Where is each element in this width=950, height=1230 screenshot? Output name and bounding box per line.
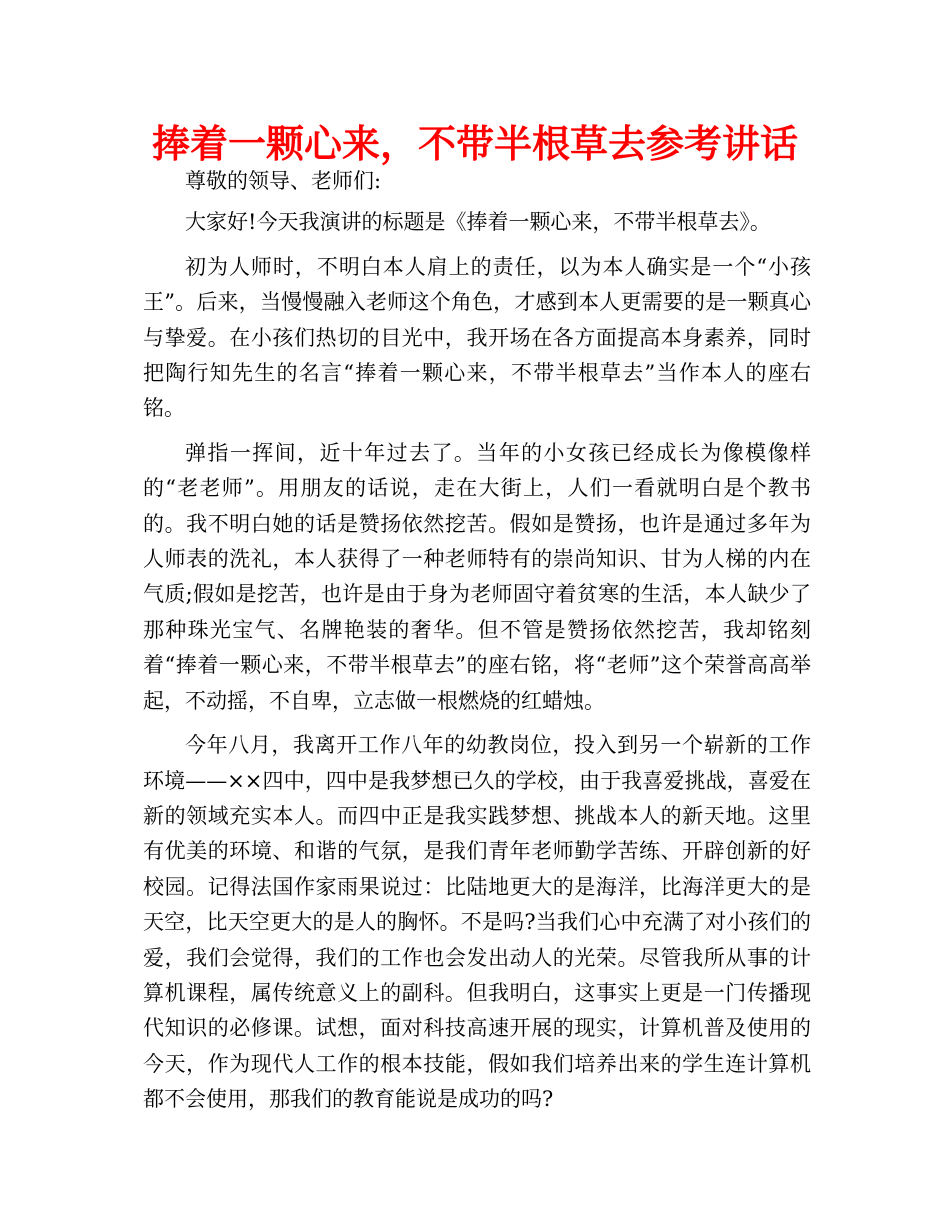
paragraph-1: 初为人师时，不明白本人肩上的责任，以为本人确实是一个“小孩王”。后来，当慢慢融入老师这个角色，才感到本人更需要的是一颗真心与挚爱。在小孩们热切的目光中，我开场在各方面提高本身素养，同时把陶行知先生的名言“捧着一颗心来，不带半根草去”当作本人的座右铭。	[143, 254, 811, 421]
salutation: 尊敬的领导、老师们:	[185, 169, 382, 193]
paragraph-3: 今年八月，我离开工作八年的幼教岗位，投入到另一个崭新的工作环境——××四中，四中是我梦想已久的学校，由于我喜爱挑战，喜爱在新的领域充实本人。而四中正是我实践梦想、挑战本人的新天地。这里有优美的环境、和谐的气氛，是我们青年老师勤学苦练、开辟创新的好校园。记得法国作家雨果说过：比陆地更大的是海洋，比海洋更大的是天空，比天空更大的是人的胸怀。不是吗?当我们心中充满了对小孩们的爱，我们会觉得，我们的工作也会发出动人的光荣。尽管我所从事的计算机课程，属传统意义上的副科。但我明白，这事实上更是一门传播现代知识的必修课。试想，面对科技高速开展的现实，计算机普及使用的今天，作为现代人工作的根本技能，假如我们培养出来的学生连计算机都不会使用，那我们的教育能说是成功的吗?	[143, 733, 811, 1112]
paragraph-2: 弹指一挥间，近十年过去了。当年的小女孩已经成长为像模像样的“老老师”。用朋友的话说，走在大街上，人们一看就明白是个教书的。我不明白她的话是赞扬依然挖苦。假如是赞扬，也许是通过多年为人师表的洗礼，本人获得了一种老师特有的崇尚知识、甘为人梯的内在气质;假如是挖苦，也许是由于身为老师固守着贫寒的生活，本人缺少了那种珠光宝气、名牌艳装的奢华。但不管是赞扬依然挖苦，我却铭刻着“捧着一颗心来，不带半根草去”的座右铭，将“老师”这个荣誉高高举起，不动摇，不自卑，立志做一根燃烧的红蜡烛。	[143, 440, 811, 713]
document-title: 捧着一颗心来，不带半根草去参考讲话	[151, 122, 798, 166]
document-body	[143, 164, 811, 1127]
paragraph-greeting: 大家好!今天我演讲的标题是《捧着一颗心来，不带半根草去》。	[185, 210, 771, 235]
